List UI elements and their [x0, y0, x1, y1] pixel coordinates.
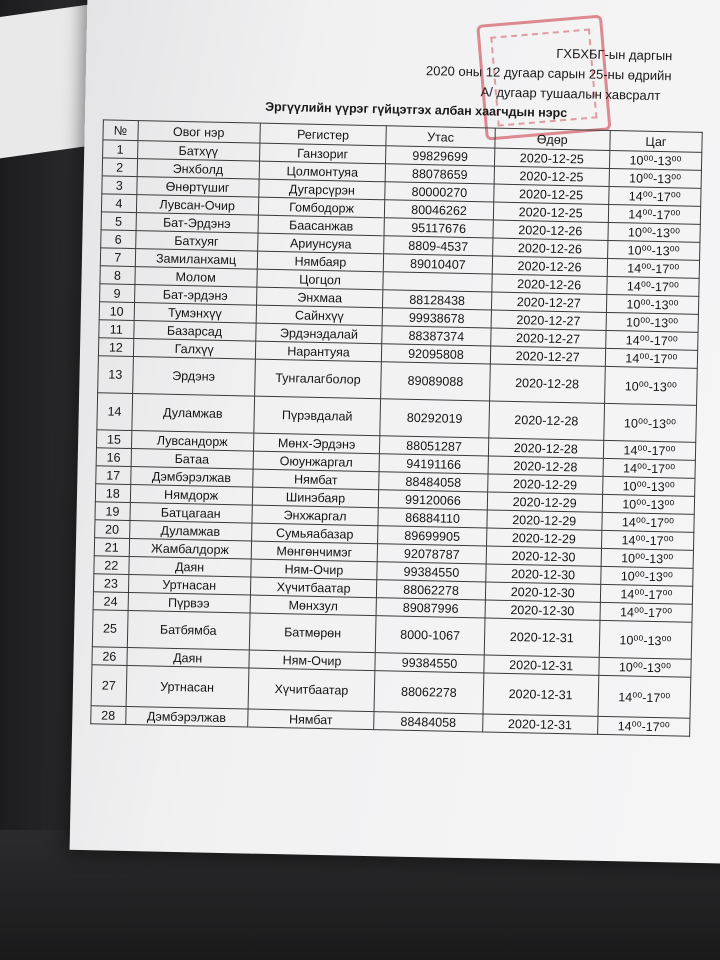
surname-cell: Бат-Эрдэнэ	[136, 213, 258, 234]
register-cell: Баасанжав	[258, 215, 385, 236]
register-cell: Ганзориг	[259, 143, 386, 164]
register-cell: Мөнх-Эрдэнэ	[253, 433, 380, 454]
register-cell: Мөнгөнчимэг	[251, 541, 378, 562]
time-cell: 14⁰⁰-17⁰⁰	[605, 330, 698, 350]
row-number: 23	[93, 574, 128, 593]
row-number: 12	[98, 338, 133, 357]
row-number: 2	[102, 158, 137, 177]
day-cell: 2020-12-28	[488, 401, 604, 440]
day-cell: 2020-12-31	[482, 714, 598, 734]
time-cell: 10⁰⁰-13⁰⁰	[602, 494, 695, 514]
phone-cell: 80000270	[385, 182, 494, 202]
phone-cell: 80292019	[380, 399, 489, 438]
row-number: 16	[96, 448, 131, 467]
register-cell: Хүчитбаатар	[248, 668, 376, 712]
phone-cell: 88051287	[380, 436, 489, 456]
day-cell: 2020-12-27	[490, 328, 606, 348]
row-number: 5	[101, 212, 136, 231]
header-line-2: 2020 оны 12 дугаар сарын 25-ны өдрийн	[425, 63, 672, 84]
register-cell: Энхжаргал	[252, 505, 379, 526]
day-cell: 2020-12-28	[489, 364, 605, 403]
row-number: 27	[91, 665, 126, 707]
day-cell: 2020-12-25	[494, 166, 610, 186]
surname-cell: Лувсан-Очир	[136, 195, 258, 216]
register-cell: Ариунсуяа	[257, 233, 384, 254]
register-cell: Нарантуяа	[255, 341, 382, 362]
time-cell: 14⁰⁰-17⁰⁰	[603, 458, 696, 478]
row-number: 9	[100, 284, 135, 303]
row-number: 15	[96, 430, 131, 449]
phone-cell: 99829699	[386, 146, 495, 166]
day-cell: 2020-12-25	[493, 202, 609, 222]
phone-cell: 8809-4537	[384, 236, 493, 256]
phone-cell: 95117676	[384, 218, 493, 238]
surname-cell: Нямдорж	[130, 484, 252, 505]
day-cell: 2020-12-28	[488, 438, 604, 458]
time-cell: 10⁰⁰-13⁰⁰	[606, 294, 699, 314]
time-cell: 10⁰⁰-13⁰⁰	[604, 403, 697, 442]
surname-cell: Бат-эрдэнэ	[134, 285, 256, 306]
column-header-surname: Овог нэр	[137, 121, 259, 144]
row-number: 3	[102, 176, 137, 195]
phone-cell: 89699905	[378, 526, 487, 546]
register-cell: Тунгалагболор	[254, 359, 381, 399]
surname-cell: Жамбалдорж	[129, 538, 251, 559]
surname-cell: Дэмбэрэлжав	[130, 467, 252, 488]
phone-cell: 88387374	[382, 326, 491, 346]
time-cell: 10⁰⁰-13⁰⁰	[606, 312, 699, 332]
row-number: 17	[96, 466, 131, 485]
surname-cell: Батцагаан	[130, 502, 252, 523]
phone-cell: 88062278	[374, 671, 483, 714]
time-cell: 10⁰⁰-13⁰⁰	[608, 222, 701, 242]
column-header-register: Регистер	[260, 123, 387, 146]
register-cell: Эрдэнэдалай	[255, 323, 382, 344]
surname-cell: Пүрвээ	[128, 592, 250, 613]
register-cell: Мөнхзул	[250, 595, 377, 616]
register-cell: Сайнхүү	[256, 305, 383, 326]
table-body	[91, 140, 702, 736]
day-cell: 2020-12-30	[485, 582, 601, 602]
phone-cell: 99384550	[377, 562, 486, 582]
row-number: 22	[94, 556, 129, 575]
time-cell: 14⁰⁰-17⁰⁰	[608, 204, 701, 224]
row-number: 4	[101, 194, 136, 213]
row-number: 25	[92, 610, 127, 648]
time-cell: 14⁰⁰-17⁰⁰	[607, 276, 700, 296]
register-cell: Гомбодорж	[258, 197, 385, 218]
phone-cell: 88484058	[374, 712, 483, 732]
time-cell: 14⁰⁰-17⁰⁰	[607, 258, 700, 278]
register-cell: Батмөрөн	[249, 613, 376, 653]
row-number: 10	[99, 302, 134, 321]
day-cell: 2020-12-31	[483, 655, 599, 675]
time-cell: 10⁰⁰-13⁰⁰	[609, 150, 702, 170]
row-number: 8	[100, 266, 135, 285]
register-cell: Цолмонтуяа	[259, 161, 386, 182]
row-number: 28	[91, 706, 126, 725]
day-cell: 2020-12-25	[493, 184, 609, 204]
surname-cell: Өнөртүшиг	[136, 177, 258, 198]
register-cell: Шинэбаяр	[252, 487, 379, 508]
patrol-roster-table	[90, 119, 703, 736]
day-cell: 2020-12-29	[487, 474, 603, 494]
column-header-time: Цаг	[610, 130, 703, 152]
row-number: 20	[95, 520, 130, 539]
time-cell: 14⁰⁰-17⁰⁰	[598, 675, 691, 718]
phone-cell: 88484058	[379, 472, 488, 492]
time-cell: 14⁰⁰-17⁰⁰	[602, 512, 695, 532]
row-number: 6	[101, 230, 136, 249]
day-cell: 2020-12-28	[488, 456, 604, 476]
time-cell: 14⁰⁰-17⁰⁰	[609, 186, 702, 206]
time-cell: 10⁰⁰-13⁰⁰	[602, 476, 695, 496]
document-page	[70, 0, 720, 864]
surname-cell: Уртнасан	[126, 665, 249, 709]
header-line-1: ГХБХБГ-ын даргын	[556, 45, 673, 64]
phone-cell: 88062278	[377, 580, 486, 600]
register-cell: Нямбаяр	[257, 251, 384, 272]
surname-cell: Уртнасан	[128, 574, 250, 595]
surname-cell: Батаа	[131, 449, 253, 470]
phone-cell	[383, 272, 492, 292]
day-cell: 2020-12-30	[485, 564, 601, 584]
phone-cell: 99384550	[375, 653, 484, 673]
column-header-day: Өдөр	[494, 128, 610, 150]
register-cell: Хүчитбаатар	[250, 577, 377, 598]
column-header-number: №	[103, 120, 138, 141]
day-cell: 2020-12-27	[491, 292, 607, 312]
day-cell: 2020-12-26	[493, 220, 609, 240]
phone-cell: 88078659	[385, 164, 494, 184]
day-cell: 2020-12-26	[491, 274, 607, 294]
surname-cell: Дуламжав	[129, 520, 251, 541]
day-cell: 2020-12-29	[487, 492, 603, 512]
row-number: 26	[92, 647, 127, 666]
time-cell: 14⁰⁰-17⁰⁰	[605, 348, 698, 368]
phone-cell: 89089088	[381, 362, 490, 401]
phone-cell: 99938678	[382, 308, 491, 328]
day-cell: 2020-12-29	[486, 528, 602, 548]
time-cell: 10⁰⁰-13⁰⁰	[601, 566, 694, 586]
register-cell: Ням-Очир	[249, 650, 376, 671]
time-cell: 14⁰⁰-17⁰⁰	[597, 716, 690, 736]
time-cell: 10⁰⁰-13⁰⁰	[599, 620, 692, 659]
phone-cell: 99120066	[379, 490, 488, 510]
day-cell: 2020-12-30	[485, 600, 601, 620]
day-cell: 2020-12-27	[490, 346, 606, 366]
row-number: 1	[103, 140, 138, 159]
phone-cell: 86884110	[378, 508, 487, 528]
surname-cell: Базарсад	[133, 321, 255, 342]
day-cell: 2020-12-31	[483, 673, 599, 716]
row-number: 14	[97, 393, 132, 431]
register-cell: Нямбат	[252, 469, 379, 490]
row-number: 21	[94, 538, 129, 557]
register-cell: Оюунжаргал	[253, 451, 380, 472]
row-number: 19	[95, 502, 130, 521]
phone-cell: 8000-1067	[376, 616, 485, 655]
time-cell: 14⁰⁰-17⁰⁰	[600, 584, 693, 604]
surname-cell: Батхуяг	[135, 231, 257, 252]
surname-cell: Эрдэнэ	[132, 357, 255, 397]
surname-cell: Тумэнхүү	[134, 303, 256, 324]
surname-cell: Даян	[126, 647, 248, 668]
surname-cell: Галхүү	[133, 339, 255, 360]
time-cell: 10⁰⁰-13⁰⁰	[609, 168, 702, 188]
surname-cell: Батбямба	[127, 610, 250, 650]
surname-cell: Энхболд	[137, 159, 259, 180]
time-cell: 14⁰⁰-17⁰⁰	[601, 530, 694, 550]
time-cell: 14⁰⁰-17⁰⁰	[600, 602, 693, 622]
phone-cell: 80046262	[385, 200, 494, 220]
time-cell: 10⁰⁰-13⁰⁰	[601, 548, 694, 568]
day-cell: 2020-12-29	[487, 510, 603, 530]
column-header-phone: Утас	[386, 126, 495, 148]
phone-cell: 88128438	[383, 290, 492, 310]
surname-cell: Батхүү	[137, 141, 259, 162]
register-cell: Нямбат	[247, 709, 374, 730]
register-cell: Пүрэвдалай	[253, 396, 380, 436]
phone-cell: 92095808	[382, 344, 491, 364]
surname-cell: Дэмбэрэлжав	[125, 706, 247, 727]
surname-cell: Замиланхамц	[135, 249, 257, 270]
header-line-3: А/ дугаар тушаалын хавсралт	[480, 84, 661, 104]
row-number: 11	[99, 320, 134, 339]
surname-cell: Даян	[128, 556, 250, 577]
phone-cell: 94191166	[379, 454, 488, 474]
register-cell: Энхмаа	[256, 287, 383, 308]
day-cell: 2020-12-31	[484, 618, 600, 657]
phone-cell: 92078787	[378, 544, 487, 564]
row-number: 7	[100, 248, 135, 267]
register-cell: Сумьяабазар	[251, 523, 378, 544]
time-cell: 10⁰⁰-13⁰⁰	[604, 366, 697, 405]
row-number: 13	[98, 356, 133, 394]
surname-cell: Молом	[134, 267, 256, 288]
day-cell: 2020-12-30	[486, 546, 602, 566]
register-cell: Ням-Очир	[250, 559, 377, 580]
phone-cell: 89087996	[376, 598, 485, 618]
day-cell: 2020-12-26	[492, 256, 608, 276]
surname-cell: Дуламжав	[131, 394, 254, 434]
surname-cell: Лувсандорж	[131, 431, 253, 452]
day-cell: 2020-12-26	[492, 238, 608, 258]
register-cell: Дугарсүрэн	[258, 179, 385, 200]
phone-cell: 89010407	[384, 254, 493, 274]
row-number: 24	[93, 592, 128, 611]
day-cell: 2020-12-25	[494, 148, 610, 168]
row-number: 18	[95, 484, 130, 503]
register-cell: Цогцол	[257, 269, 384, 290]
time-cell: 10⁰⁰-13⁰⁰	[607, 240, 700, 260]
document-title: Эргүүлийн үүрэг гүйцэтгэх албан хаагчдын нэрс	[265, 99, 568, 121]
day-cell: 2020-12-27	[491, 310, 607, 330]
time-cell: 14⁰⁰-17⁰⁰	[603, 440, 696, 460]
time-cell: 10⁰⁰-13⁰⁰	[599, 657, 692, 677]
